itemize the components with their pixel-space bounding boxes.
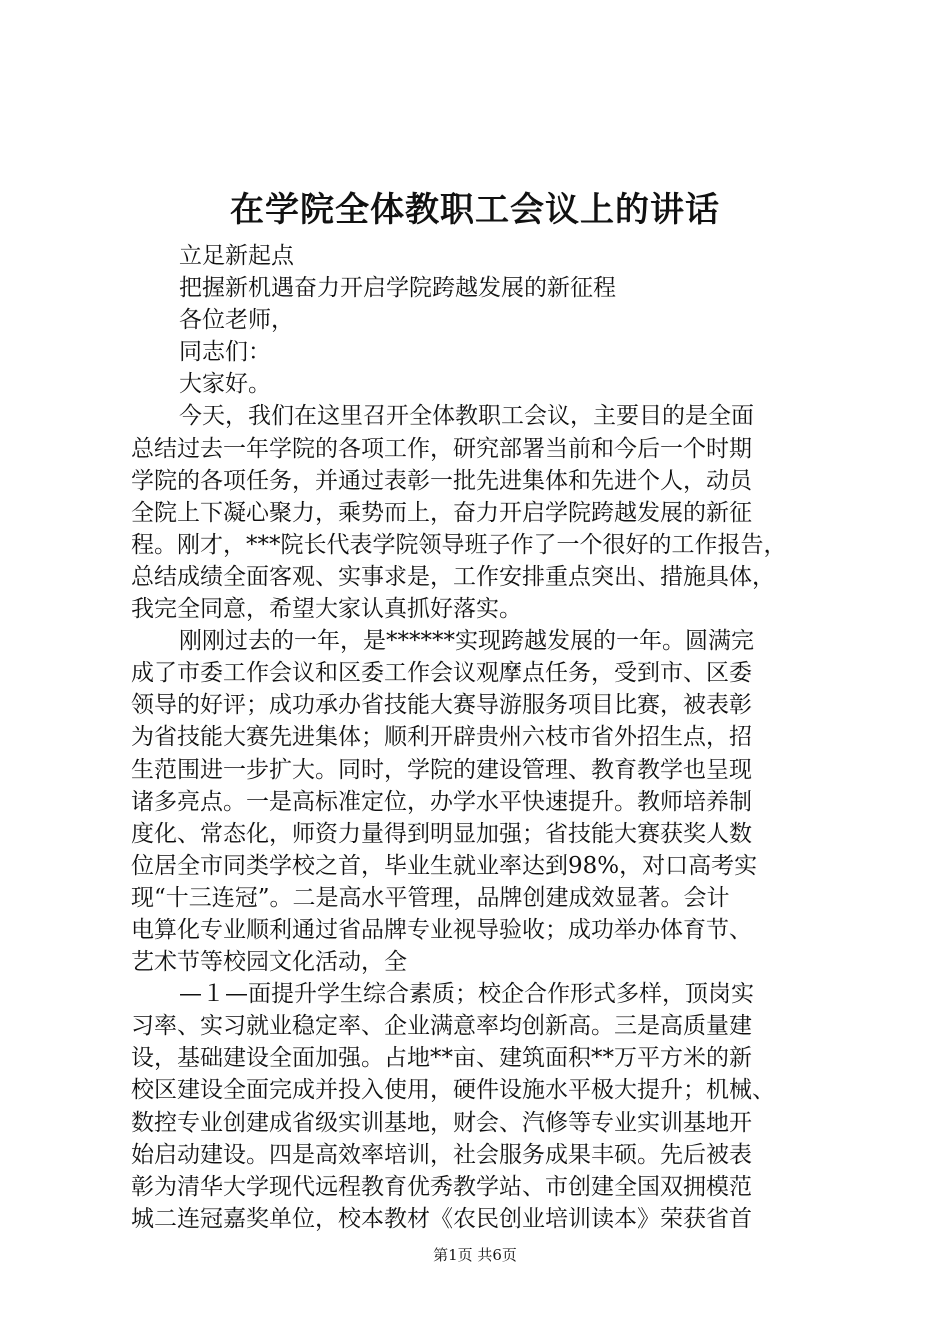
text-line: 现“十三连冠”。二是高水平管理，品牌创建成效显著。会计 <box>131 884 730 911</box>
text-line: 大家好。 <box>179 371 271 398</box>
page-footer: 第1页 共6页 <box>433 1246 517 1264</box>
text-line: 诸多亮点。一是高标准定位，办学水平快速提升。教师培养制 <box>131 788 752 815</box>
text-line: 位居全市同类学校之首，毕业生就业率达到98%，对口高考实 <box>131 852 758 879</box>
text-line: 电算化专业顺利通过省品牌专业视导验收；成功举办体育节、 <box>131 916 752 943</box>
text-line: 成了市委工作会议和区委工作会议观摩点任务，受到市、区委 <box>131 660 752 687</box>
text-line: 生范围进一步扩大。同时，学院的建设管理、教育教学也呈现 <box>131 756 752 783</box>
text-line: 校区建设全面完成并投入使用，硬件设施水平极大提升；机械、 <box>131 1077 775 1104</box>
text-line: 总结过去一年学院的各项工作，研究部署当前和今后一个时期 <box>131 435 752 462</box>
text-line: 城二连冠嘉奖单位，校本教材《农民创业培训读本》荣获省首 <box>131 1205 752 1232</box>
document-title: 在学院全体教职工会议上的讲话 <box>230 190 720 230</box>
text-line: 学院的各项任务，并通过表彰一批先进集体和先进个人，动员 <box>131 467 752 494</box>
text-line: 我完全同意，希望大家认真抓好落实。 <box>131 596 522 623</box>
text-line: 全院上下凝心聚力，乘势而上，奋力开启学院跨越发展的新征 <box>131 499 752 526</box>
text-line: —１—面提升学生综合素质；校企合作形式多样，顶岗实 <box>179 981 754 1008</box>
text-line: 始启动建设。四是高效率培训，社会服务成果丰硕。先后被表 <box>131 1141 752 1168</box>
text-line: 程。刚才，***院长代表学院领导班子作了一个很好的工作报告， <box>131 531 787 558</box>
text-line: 立足新起点 <box>179 243 294 269</box>
text-line: 习率、实习就业稳定率、企业满意率均创新高。三是高质量建 <box>131 1013 752 1040</box>
text-line: 各位老师， <box>179 307 294 334</box>
text-line: 今天，我们在这里召开全体教职工会议，主要目的是全面 <box>179 403 754 430</box>
text-line: 度化、常态化，师资力量得到明显加强；省技能大赛获奖人数 <box>131 820 752 847</box>
document-body <box>131 240 831 1235</box>
text-line: 总结成绩全面客观、实事求是，工作安排重点突出、措施具体， <box>131 563 775 590</box>
text-line: 数控专业创建成省级实训基地，财会、汽修等专业实训基地开 <box>131 1109 752 1136</box>
text-line: 把握新机遇奋力开启学院跨越发展的新征程 <box>179 275 616 302</box>
text-line: 领导的好评；成功承办省技能大赛导游服务项目比赛，被表彰 <box>131 692 752 719</box>
text-line: 设，基础建设全面加强。占地**亩、建筑面积**万平方米的新 <box>131 1045 752 1072</box>
text-line: 艺术节等校园文化活动，全 <box>131 949 407 976</box>
text-line: 同志们： <box>179 339 271 366</box>
text-line: 刚刚过去的一年，是******实现跨越发展的一年。圆满完 <box>179 628 754 655</box>
text-line: 为省技能大赛先进集体；顺利开辟贵州六枝市省外招生点，招 <box>131 724 752 751</box>
text-line: 彰为清华大学现代远程教育优秀教学站、市创建全国双拥模范 <box>131 1173 752 1200</box>
